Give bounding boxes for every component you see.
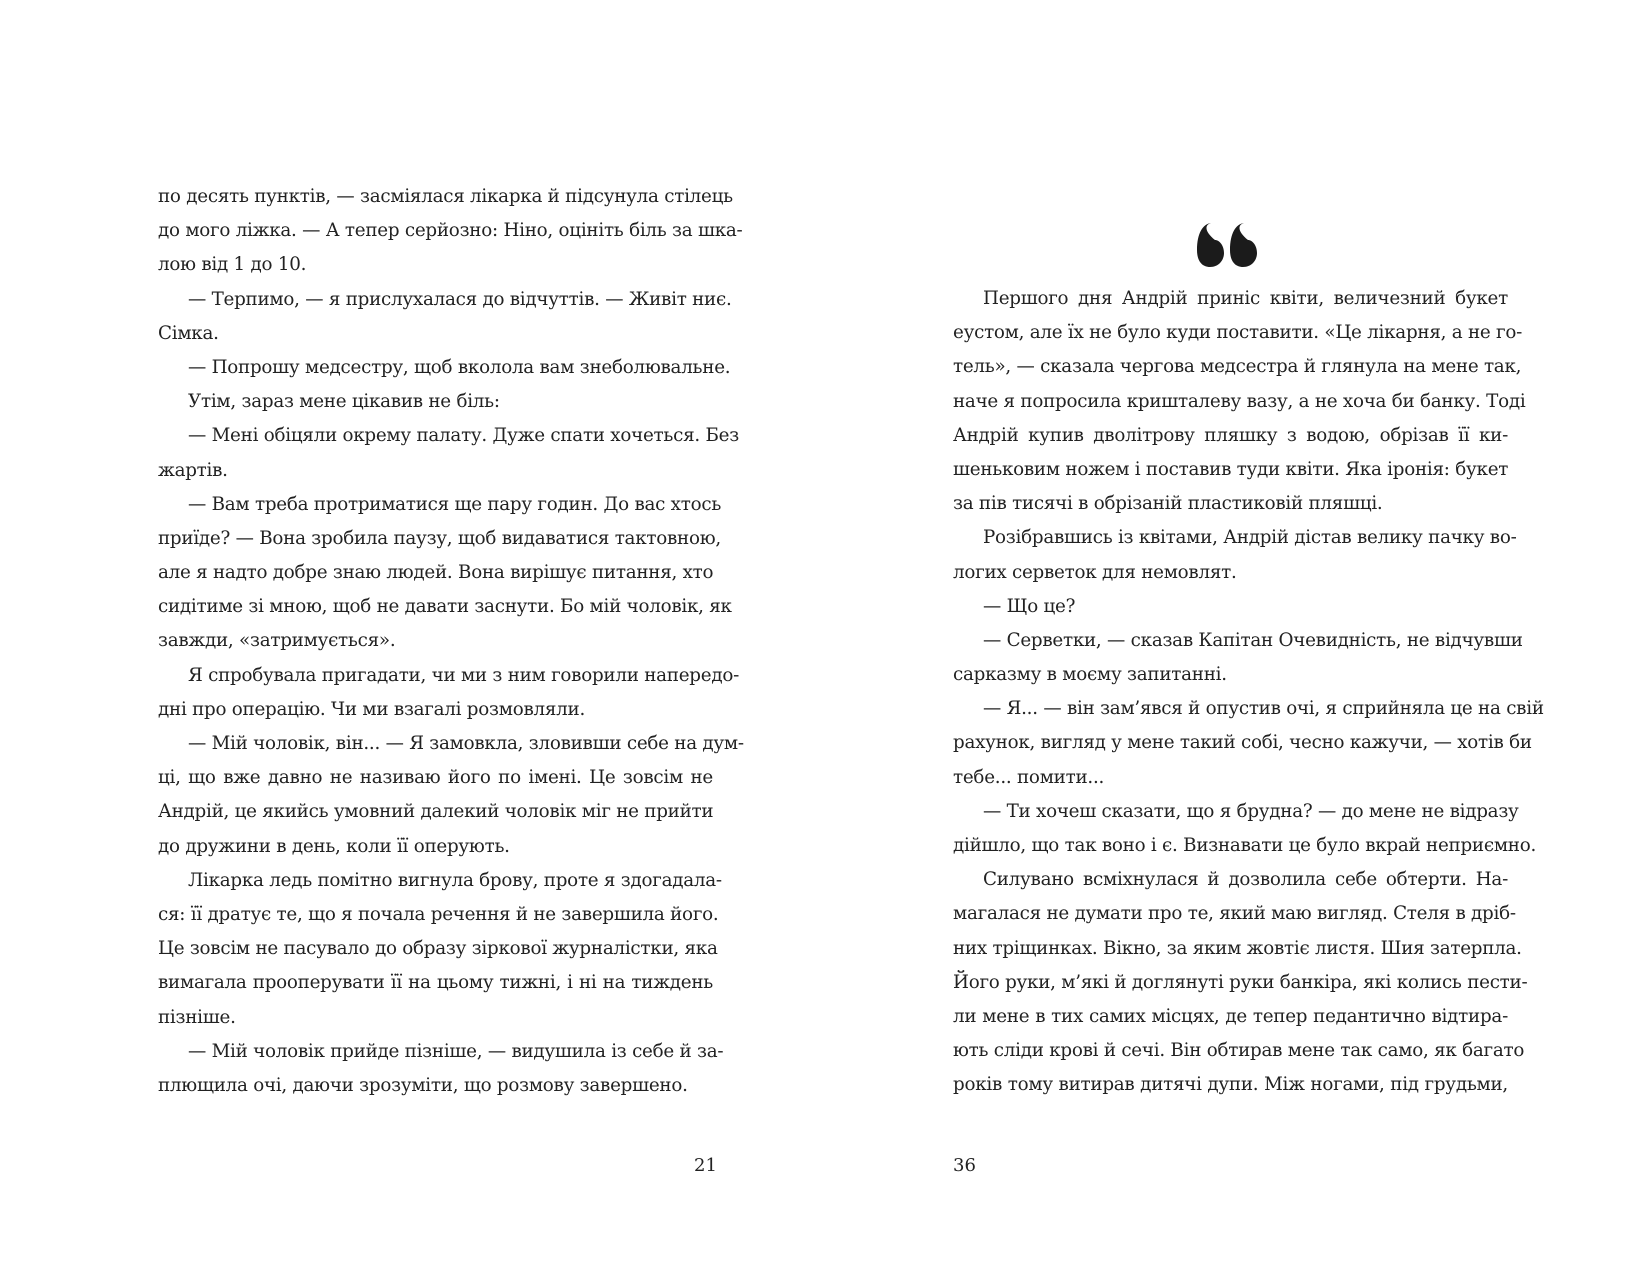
text-line: — Терпимо, — я прислухалася до відчуттів. — Живіт ниє. [188,288,732,310]
text-line: плющила очі, даючи зрозуміти, що розмову завершено. [158,1074,688,1096]
text-line: по десять пунктів, — засміялася лікарка й підсунула стілець [158,186,733,207]
text-line: сидітиме зі мною, щоб не давати заснути. Бо мій чоловік, як [158,596,732,618]
text-line: років тому витирав дитячі дупи. Між ногами, під грудьми, [953,1074,1508,1096]
text-line: Першого дня Андрій приніс квіти, величезний букет [983,288,1508,309]
text-line: Розібравшись із квітами, Андрій дістав велику пачку во- [983,527,1517,549]
text-line: рахунок, вигляд у мене такий собі, чесно кажучи, — хотів би [953,732,1532,754]
text-line: Андрій, це якийсь умовний далекий чоловік міг не прийти [158,801,714,823]
text-line: до мого ліжка. — А тепер серйозно: Ніно, оцініть біль за шка- [158,220,743,242]
text-line: Його руки, м’які й доглянуті руки банкіра, які колись пести- [953,971,1528,993]
text-line: — Серветки, — сказав Капітан Очевидність, не відчувши [983,629,1523,651]
text-line: — Попрошу медсестру, щоб вколола вам знеболювальне. [188,356,731,378]
text-line: — Ти хочеш сказати, що я брудна? — до мене не відразу [983,800,1519,822]
text-line: дні про операцію. Чи ми взагалі розмовляли. [158,698,586,720]
text-line: сарказму в моєму запитанні. [953,664,1227,686]
text-line: них тріщинках. Вікно, за яким жовтіє листя. Шия затерпла. [953,937,1522,959]
left-page-number: 21 [694,1155,717,1176]
text-line: Андрій купив дволітрову пляшку з водою, обрізав її ки- [953,424,1508,446]
text-line: наче я попросила кришталеву вазу, а не хоча би банку. Тоді [953,390,1526,412]
text-line: — Мій чоловік, він... — Я замовкла, зловивши себе на дум- [188,733,744,754]
text-line: приїде? — Вона зробила паузу, щоб видаватися тактовною, [158,527,721,549]
text-line: завжди, «затримується». [158,630,396,652]
text-line: — Що це? [983,595,1076,617]
text-line: — Мені обіцяли окрему палату. Дуже спати хочеться. Без [188,425,739,447]
text-line: дійшло, що так воно і є. Визнавати це було вкрай неприємно. [953,835,1537,856]
text-line: тель», — сказала чергова медсестра й глянула на мене так, [953,356,1522,378]
text-line: Я спробувала пригадати, чи ми з ним говорили напередо- [188,664,740,686]
text-line: магалася не думати про те, який маю вигляд. Стеля в дріб- [953,903,1516,925]
text-line: за пів тисячі в обрізаній пластиковій пляшці. [953,493,1383,515]
text-line: Лікарка ледь помітно вигнула брову, проте я здогадала- [188,869,722,891]
text-line: Утім, зараз мене цікавив не біль: [188,391,500,413]
text-line: — Мій чоловік прийде пізніше, — видушила із себе й за- [188,1040,724,1062]
text-line: Силувано всміхнулася й дозволила себе обтерти. На- [983,869,1508,891]
text-line: — Я... — він зам’явся й опустив очі, я сприйняла це на свій [983,698,1544,720]
text-line: жартів. [158,459,228,481]
text-line: шеньковим ножем і поставив туди квіти. Яка іронія: букет [953,458,1509,480]
text-line: Сімка. [158,322,219,344]
text-line: ся: її дратує те, що я почала речення й не завершила його. [158,903,719,925]
quotation-mark-icon [1195,222,1259,268]
text-line: — Вам треба протриматися ще пару годин. До вас хтось [188,493,722,515]
text-line: логих серветок для немовлят. [953,561,1237,583]
text-line: тебе... помити... [953,766,1105,788]
text-line: до дружини в день, коли її оперують. [158,835,510,857]
text-line: ють сліди крові й сечі. Він обтирав мене так само, як багато [953,1040,1525,1062]
right-page-body [953,282,1544,1103]
text-line: лою від 1 до 10. [158,254,307,276]
text-line: еустом, але їх не було куди поставити. «Це лікарня, а не го- [953,322,1523,344]
text-line: ці, що вже давно не називаю його по імені. Це зовсім не [158,767,713,789]
right-page-number: 36 [953,1155,976,1176]
text-line: але я надто добре знаю людей. Вона вирішує питання, хто [158,562,714,584]
text-line: ли мене в тих самих місцях, де тепер педантично відтира- [953,1005,1508,1027]
text-line: пізніше. [158,1006,236,1028]
text-line: вимагала прооперувати її на цьому тижні, і ні на тиждень [158,972,713,994]
left-page-body [158,180,744,1103]
text-line: Це зовсім не пасувало до образу зіркової журналістки, яка [158,938,718,960]
